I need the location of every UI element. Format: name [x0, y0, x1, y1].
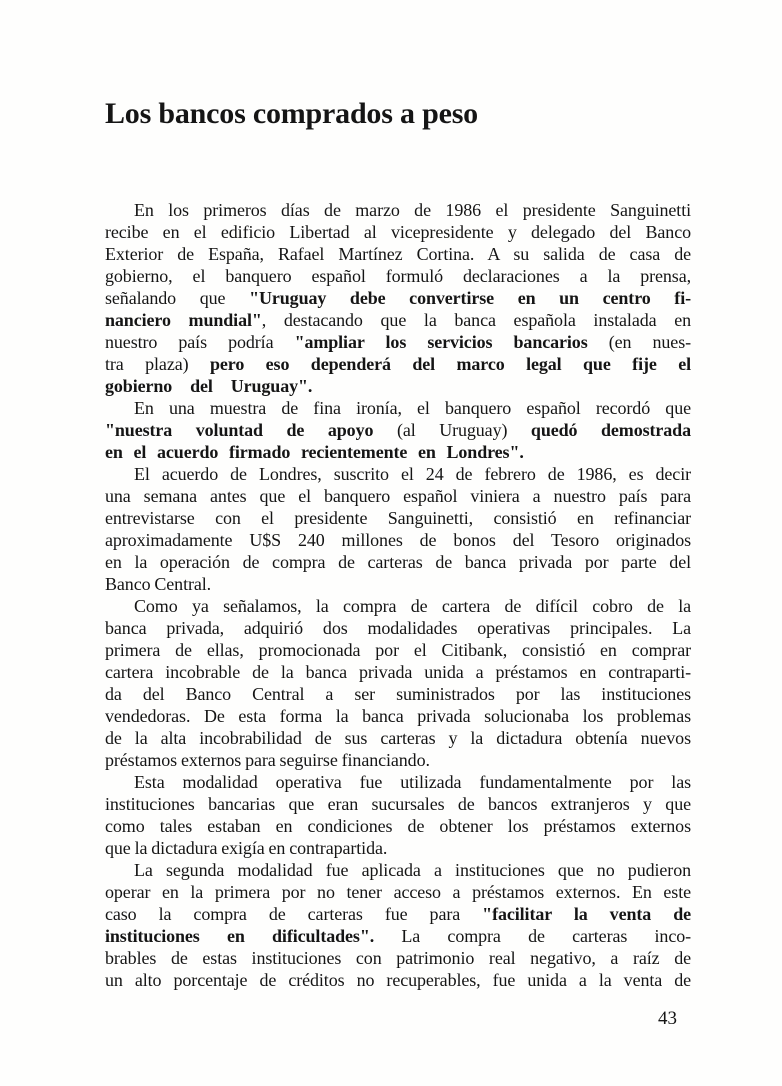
bold-text-segment: "Uruguay debe convertirse en un centro fi- [249, 288, 691, 308]
text-segment: El acuerdo de Londres, suscrito el 24 de febrero de 1986, es decir [134, 464, 691, 484]
bold-text-segment: nanciero mundial" [105, 310, 262, 330]
text-segment: instituciones bancarias que eran sucursales de bancos extranjeros y que [105, 794, 691, 814]
bold-text-segment: quedó demostrada [530, 420, 691, 440]
text-line [105, 419, 691, 441]
text-line [105, 705, 691, 727]
text-line [105, 925, 691, 947]
text-segment: Banco Central. [105, 574, 212, 594]
text-line [105, 793, 691, 815]
text-segment: caso la compra de carteras fue para [105, 904, 483, 924]
text-line [105, 265, 691, 287]
text-segment: tra plaza) [105, 354, 210, 374]
text-line [105, 573, 691, 595]
text-segment: de la alta incobrabilidad de sus carteras y la dictadura obtenía nuevos [105, 728, 691, 748]
text-segment: entrevistarse con el presidente Sanguinetti, consistió en refinanciar [105, 508, 691, 528]
text-line [105, 947, 691, 969]
text-line [105, 441, 691, 463]
text-segment: señalando que [105, 288, 250, 308]
text-segment: En una muestra de fina ironía, el banquero español recordó que [134, 398, 691, 418]
text-line [105, 221, 691, 243]
text-segment: como tales estaban en condiciones de obtener los préstamos externos [105, 816, 691, 836]
text-line [105, 397, 691, 419]
text-line [105, 309, 691, 331]
text-line [105, 837, 691, 859]
text-line [105, 639, 691, 661]
text-line [105, 661, 691, 683]
text-line [105, 485, 691, 507]
text-segment: nuestro país podría [105, 332, 295, 352]
text-segment: , destacando que la banca española instalada en [261, 310, 691, 330]
text-line [105, 881, 691, 903]
bold-text-segment: "nuestra voluntad de apoyo [105, 420, 397, 440]
text-segment: brables de estas instituciones con patrimonio real negativo, a raíz de [105, 948, 691, 968]
text-segment: en la operación de compra de carteras de banca privada por parte del [105, 552, 691, 572]
text-segment: préstamos externos para seguirse financiando. [105, 750, 430, 770]
text-line [105, 683, 691, 705]
text-segment: Exterior de España, Rafael Martínez Cortina. A su salida de casa de [105, 244, 691, 264]
text-line [105, 507, 691, 529]
bold-text-segment: pero eso dependerá del marco legal que fije el [209, 354, 691, 374]
text-line [105, 331, 691, 353]
text-segment: aproximadamente U$S 240 millones de bonos del Tesoro originados [105, 530, 691, 550]
text-segment: da del Banco Central a ser suministrados por las instituciones [105, 684, 691, 704]
text-segment: banca privada, adquirió dos modalidades operativas principales. La [105, 618, 691, 638]
bold-text-segment: instituciones en dificultades". [105, 926, 402, 946]
text-segment: (en nues- [608, 332, 691, 352]
text-segment: En los primeros días de marzo de 1986 el presidente Sanguinetti [134, 200, 691, 220]
text-line [105, 551, 691, 573]
text-line [105, 463, 691, 485]
bold-text-segment: "facilitar la venta de [482, 904, 691, 924]
text-segment: operar en la primera por no tener acceso a préstamos externos. En este [105, 882, 691, 902]
text-segment: (al Uruguay) [396, 420, 531, 440]
bold-text-segment: en el acuerdo firmado recientemente en Londres". [105, 442, 524, 462]
text-line [105, 375, 691, 397]
text-segment: vendedoras. De esta forma la banca privada solucionaba los problemas [105, 706, 691, 726]
body-text [105, 199, 691, 991]
text-line [105, 617, 691, 639]
text-segment: primera de ellas, promocionada por el Citibank, consistió en comprar [105, 640, 691, 660]
text-line [105, 199, 691, 221]
text-line [105, 771, 691, 793]
bold-text-segment: gobierno del Uruguay". [105, 376, 313, 396]
text-line [105, 353, 691, 375]
text-segment: recibe en el edificio Libertad al vicepresidente y delegado del Banco [105, 222, 691, 242]
text-line [105, 595, 691, 617]
text-line [105, 243, 691, 265]
text-line [105, 969, 691, 991]
text-line [105, 727, 691, 749]
text-line [105, 287, 691, 309]
page-number: 43 [658, 1008, 677, 1029]
text-line [105, 529, 691, 551]
text-segment: una semana antes que el banquero español viniera a nuestro país para [105, 486, 691, 506]
bold-text-segment: "ampliar los servicios bancarios [294, 332, 609, 352]
text-segment: cartera incobrable de la banca privada unida a préstamos en contraparti- [105, 662, 691, 682]
page-title: Los bancos comprados a peso [105, 97, 478, 130]
text-segment: La segunda modalidad fue aplicada a instituciones que no pudieron [134, 860, 691, 880]
text-line [105, 815, 691, 837]
text-segment: un alto porcentaje de créditos no recuperables, fue unida a la venta de [105, 970, 691, 990]
text-line [105, 859, 691, 881]
text-segment: Como ya señalamos, la compra de cartera de difícil cobro de la [134, 596, 691, 616]
text-line [105, 749, 691, 771]
text-line [105, 903, 691, 925]
text-segment: gobierno, el banquero español formuló declaraciones a la prensa, [105, 266, 691, 286]
text-segment: La compra de carteras inco- [401, 926, 691, 946]
text-segment: Esta modalidad operativa fue utilizada fundamentalmente por las [134, 772, 691, 792]
text-segment: que la dictadura exigía en contrapartida. [105, 838, 388, 858]
